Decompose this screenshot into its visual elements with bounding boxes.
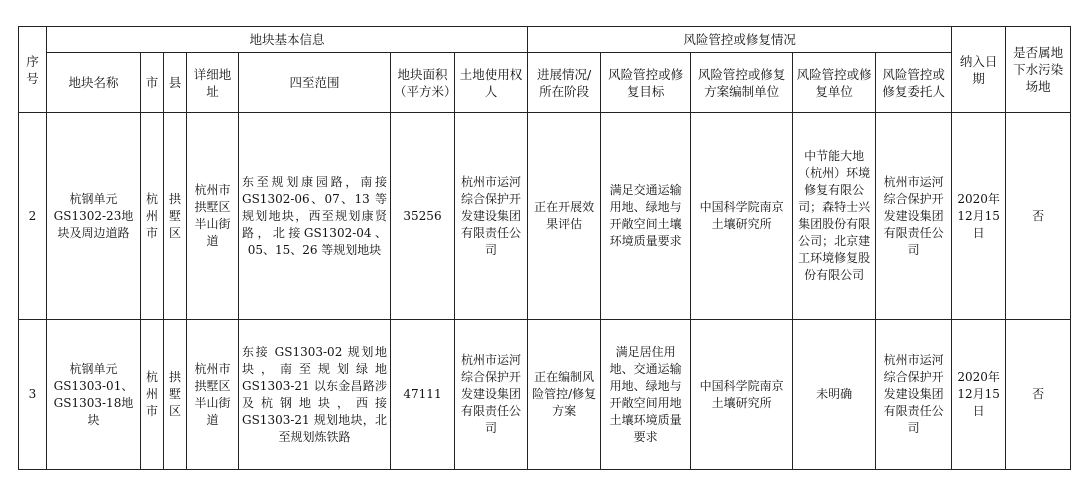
header-progress: 进展情况/所在阶段 xyxy=(528,53,601,113)
header-landowner: 土地使用权人 xyxy=(455,53,528,113)
cell-client: 杭州市运河综合保护开发建设集团有限责任公司 xyxy=(876,113,952,320)
header-group-basic: 地块基本信息 xyxy=(47,27,528,53)
cell-goal: 满足交通运输用地、绿地与开敞空间土壤环境质量要求 xyxy=(601,113,691,320)
cell-date: 2020年12月15日 xyxy=(952,320,1006,470)
cell-city: 杭州市 xyxy=(141,113,164,320)
header-repair-unit: 风险管控或修复单位 xyxy=(793,53,876,113)
header-goal: 风险管控或修复目标 xyxy=(601,53,691,113)
cell-seq: 3 xyxy=(19,320,47,470)
cell-plan-unit: 中国科学院南京土壤研究所 xyxy=(691,113,793,320)
table-row xyxy=(19,113,1071,320)
cell-goal: 满足居住用地、交通运输用地、绿地与开敞空间用地土壤环境质量要求 xyxy=(601,320,691,470)
cell-address: 杭州市拱墅区半山街道 xyxy=(187,320,239,470)
cell-name xyxy=(47,113,141,320)
cell-name-text: 杭钢单元GS1302-23地块及周边道路 xyxy=(53,191,134,240)
header-date: 纳入日期 xyxy=(952,27,1006,113)
header-row-1 xyxy=(19,27,1071,53)
cell-seq: 2 xyxy=(19,113,47,320)
cell-address: 杭州市拱墅区半山街道 xyxy=(187,113,239,320)
cell-city: 杭州市 xyxy=(141,320,164,470)
cell-groundwater: 否 xyxy=(1006,113,1071,320)
header-seq: 序号 xyxy=(19,27,47,113)
cell-repair-unit: 中节能大地（杭州）环境修复有限公司；森特士兴集团股份有限公司；北京建工环境修复股份有限公司 xyxy=(793,113,876,320)
table-row xyxy=(19,320,1071,470)
cell-progress: 正在开展效果评估 xyxy=(528,113,601,320)
cell-plan-unit: 中国科学院南京土壤研究所 xyxy=(691,320,793,470)
cell-boundary-text: 东接 GS1303-02 规划地块，南至规划绿地GS1303-21 以东金昌路涉及杭钢地块，西接 GS1303-21 规划地块，北至规划炼铁路 xyxy=(242,344,387,444)
contaminated-site-table xyxy=(18,26,1071,470)
cell-area: 35256 xyxy=(391,113,455,320)
cell-date: 2020年12月15日 xyxy=(952,113,1006,320)
header-groundwater: 是否属地下水污染场地 xyxy=(1006,27,1071,113)
header-address: 详细地址 xyxy=(187,53,239,113)
header-area: 地块面积（平方米） xyxy=(391,53,455,113)
header-city: 市 xyxy=(141,53,164,113)
cell-groundwater: 否 xyxy=(1006,320,1071,470)
header-group-risk: 风险管控或修复情况 xyxy=(528,27,952,53)
cell-area: 47111 xyxy=(391,320,455,470)
header-county: 县 xyxy=(164,53,187,113)
header-boundary: 四至范围 xyxy=(239,53,391,113)
cell-boundary-text: 东至规划康园路，南接 GS1302-06、07、13 等规划地块，西至规划康贤路，北接GS1302-04、05、15、26 等规划地块 xyxy=(242,174,387,257)
cell-landowner: 杭州市运河综合保护开发建设集团有限责任公司 xyxy=(455,320,528,470)
header-name: 地块名称 xyxy=(47,53,141,113)
cell-boundary xyxy=(239,113,391,320)
header-plan-unit: 风险管控或修复方案编制单位 xyxy=(691,53,793,113)
header-row-2 xyxy=(19,53,1071,113)
cell-name xyxy=(47,320,141,470)
cell-county: 拱墅区 xyxy=(164,113,187,320)
header-client: 风险管控或修复委托人 xyxy=(876,53,952,113)
cell-repair-unit: 未明确 xyxy=(793,320,876,470)
cell-name-text: 杭钢单元GS1303-01、GS1303-18地块 xyxy=(53,361,134,427)
cell-landowner: 杭州市运河综合保护开发建设集团有限责任公司 xyxy=(455,113,528,320)
cell-client: 杭州市运河综合保护开发建设集团有限责任公司 xyxy=(876,320,952,470)
cell-boundary xyxy=(239,320,391,470)
cell-progress: 正在编制风险管控/修复方案 xyxy=(528,320,601,470)
cell-county: 拱墅区 xyxy=(164,320,187,470)
